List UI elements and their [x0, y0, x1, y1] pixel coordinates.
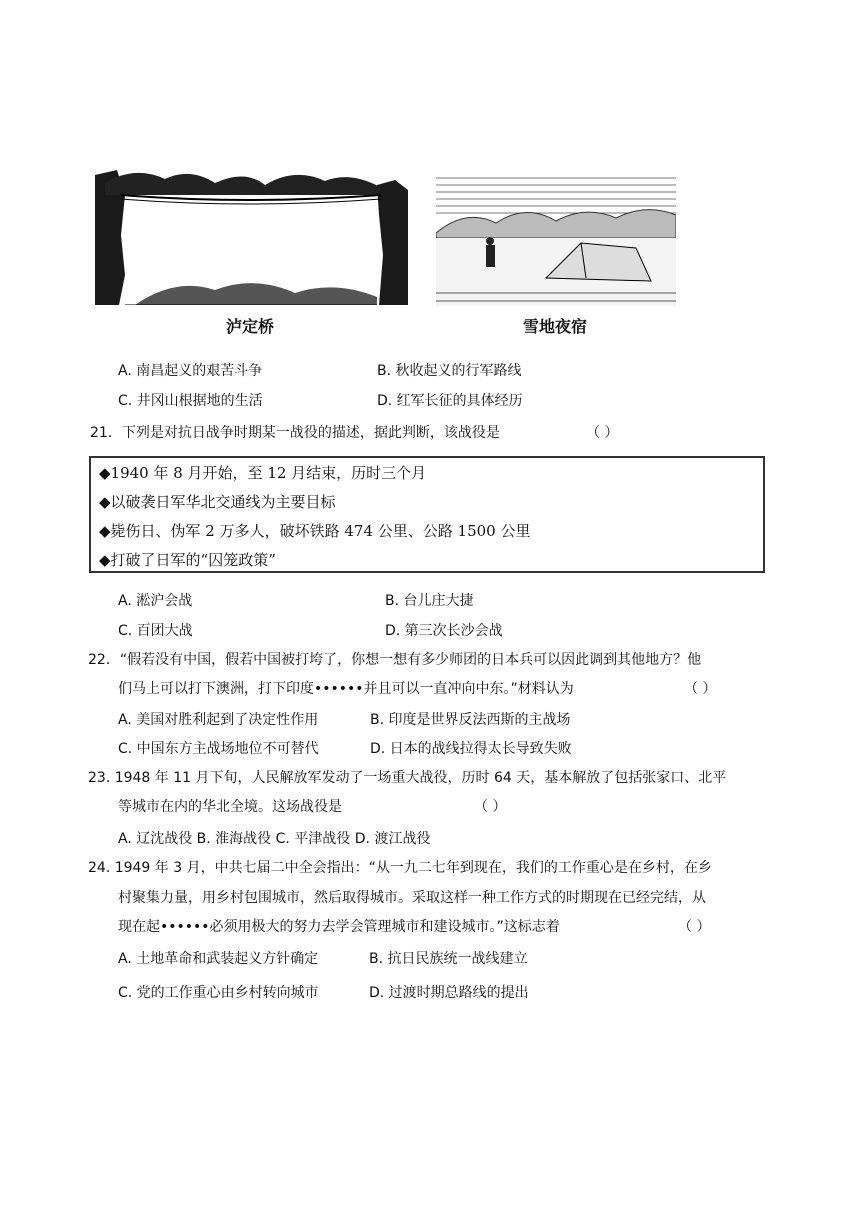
q24-option-b: B. 抗日民族统一战线建立	[369, 951, 528, 967]
q22-option-a: A. 美国对胜利起到了决定性作用	[118, 712, 319, 728]
q24-option-d: D. 过渡时期总路线的提出	[369, 985, 529, 1001]
q22-option-d: D. 日本的战线拉得太长导致失败	[370, 741, 572, 757]
q24-answer-paren: （ ）	[678, 919, 711, 935]
q21-material-line-1: ◆1940 年 8 月开始，至 12 月结束，历时三个月	[99, 464, 427, 482]
q24-line-2: 村聚集力量，用乡村包围城市，然后取得城市。采取这样一种工作方式的时期现在已经完结，从	[118, 890, 706, 906]
q22-option-b: B. 印度是世界反法西斯的主战场	[370, 712, 571, 728]
right-image-caption: 雪地夜宿	[523, 317, 588, 336]
q24-option-c: C. 党的工作重心由乡村转向城市	[118, 985, 319, 1001]
q23-options: A. 辽沈战役 B. 淮海战役 C. 平津战役 D. 渡江战役	[118, 831, 431, 847]
q21-material-box	[89, 456, 765, 573]
q21-material-line-4: ◆打破了日军的“囚笼政策”	[99, 551, 276, 569]
q22-answer-paren: （ ）	[684, 681, 717, 697]
q24-line-1: 24. 1949 年 3 月，中共七届二中全会指出：“从一九二七年到现在，我们的工作重心是在乡村，在乡	[88, 860, 712, 876]
q21-material-line-2: ◆以破袭日军华北交通线为主要目标	[99, 493, 336, 511]
q20-option-a: A. 南昌起义的艰苦斗争	[118, 363, 263, 379]
snow-night-camp-illustration	[436, 163, 676, 306]
luding-bridge-drawing	[95, 165, 408, 305]
q21-option-c: C. 百团大战	[118, 623, 193, 639]
q23-line-2: 等城市在内的华北全境。这场战役是	[118, 799, 342, 815]
q22-line-2: 们马上可以打下澳洲，打下印度••••••并且可以一直冲向中东。”材料认为	[118, 681, 574, 697]
q21-option-a: A. 淞沪会战	[118, 593, 193, 609]
q21-option-d: D. 第三次长沙会战	[385, 623, 503, 639]
luding-bridge-illustration	[95, 165, 408, 305]
q23-answer-paren: （ ）	[474, 799, 507, 815]
left-image-caption: 泸定桥	[226, 317, 275, 336]
q22-option-c: C. 中国东方主战场地位不可替代	[118, 741, 319, 757]
q24-option-a: A. 土地革命和武装起义方针确定	[118, 951, 319, 967]
q20-option-b: B. 秋收起义的行军路线	[377, 363, 522, 379]
q20-option-c: C. 井冈山根据地的生活	[118, 393, 263, 409]
q22-line-1: 22．“假若没有中国，假若中国被打垮了，你想一想有多少师团的日本兵可以因此调到其他地方？他	[88, 652, 702, 668]
q21-stem: 21．下列是对抗日战争时期某一战役的描述，据此判断，该战役是	[90, 425, 500, 441]
snow-camp-drawing	[436, 163, 676, 306]
q21-answer-paren: （ ）	[586, 425, 619, 441]
q24-line-3: 现在起••••••必须用极大的努力去学会管理城市和建设城市。”这标志着	[118, 919, 560, 935]
q23-line-1: 23. 1948 年 11 月下旬，人民解放军发动了一场重大战役，历时 64 天，基本解放了包括张家口、北平	[88, 770, 727, 786]
q20-option-d: D. 红军长征的具体经历	[377, 393, 523, 409]
q21-option-b: B. 台儿庄大捷	[385, 593, 474, 609]
q21-material-line-3: ◆毙伤日、伪军 2 万多人，破坏铁路 474 公里、公路 1500 公里	[99, 522, 531, 540]
